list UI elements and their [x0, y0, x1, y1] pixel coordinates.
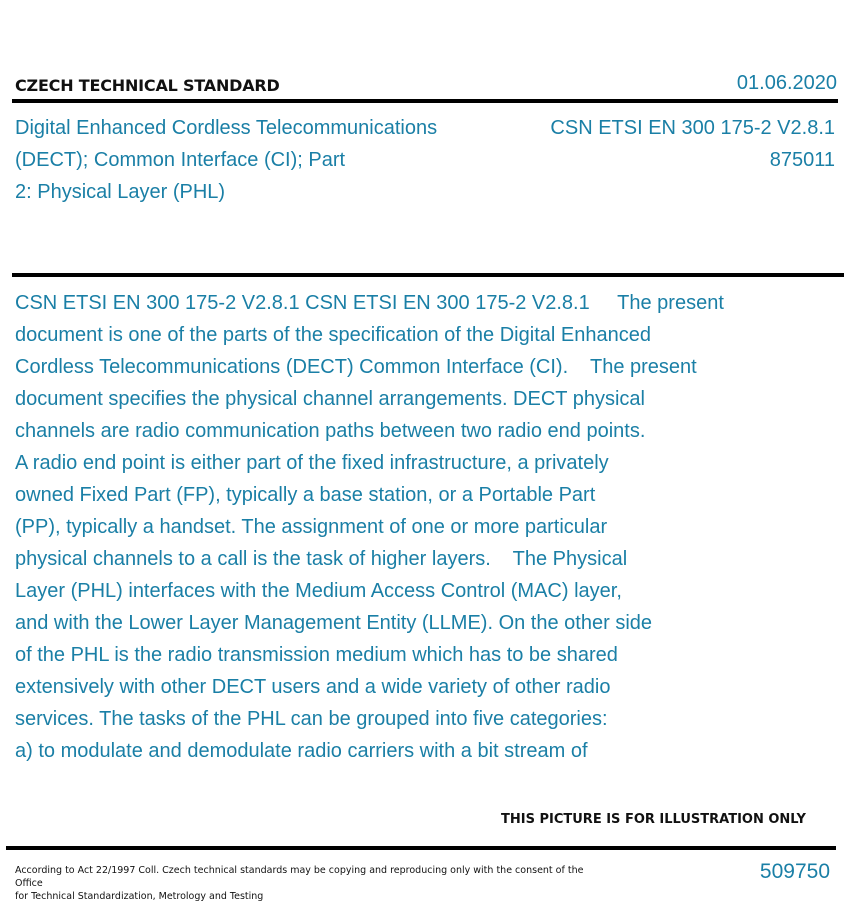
copyright-notice-line: According to Act 22/1997 Coll. Czech technical standards may be copying and reproducing only with the consent of the Office — [15, 865, 584, 889]
document-abstract — [15, 287, 795, 767]
abstract-line: and with the Lower Layer Management Entity (LLME). On the other side — [15, 612, 653, 634]
abstract-line: a) to modulate and demodulate radio carriers with a bit stream of — [15, 740, 588, 762]
abstract-line: owned Fixed Part (FP), typically a base station, or a Portable Part — [15, 484, 596, 506]
document-title-line: Digital Enhanced Cordless Telecommunications — [15, 117, 438, 139]
document-code — [550, 112, 835, 176]
abstract-line: CSN ETSI EN 300 175-2 V2.8.1 CSN ETSI EN 300 175-2 V2.8.1 The present — [15, 292, 724, 314]
abstract-line: extensively with other DECT users and a wide variety of other radio — [15, 676, 611, 698]
catalog-number: 509750 — [759, 860, 830, 883]
publication-date: 01.06.2020 — [736, 72, 837, 94]
copyright-notice — [15, 864, 595, 903]
abstract-line: Layer (PHL) interfaces with the Medium Access Control (MAC) layer, — [15, 580, 622, 602]
abstract-line: physical channels to a call is the task of higher layers. The Physical — [15, 548, 628, 570]
abstract-line: of the PHL is the radio transmission medium which has to be shared — [15, 644, 618, 666]
title-divider — [12, 273, 844, 277]
document-title-line: (DECT); Common Interface (CI); Part — [15, 149, 346, 171]
abstract-line: services. The tasks of the PHL can be grouped into five categories: — [15, 708, 608, 730]
document-title — [15, 112, 485, 208]
header-divider — [12, 99, 838, 103]
abstract-line: document is one of the parts of the specification of the Digital Enhanced — [15, 324, 651, 346]
document-title-line: 2: Physical Layer (PHL) — [15, 181, 226, 203]
illustration-disclaimer: THIS PICTURE IS FOR ILLUSTRATION ONLY — [501, 812, 806, 827]
abstract-line: A radio end point is either part of the fixed infrastructure, a privately — [15, 452, 609, 474]
abstract-line: document specifies the physical channel arrangements. DECT physical — [15, 388, 645, 410]
copyright-notice-line: for Technical Standardization, Metrology and Testing — [15, 891, 264, 902]
abstract-line: Cordless Telecommunications (DECT) Common Interface (CI). The present — [15, 356, 697, 378]
standard-header-title: CZECH TECHNICAL STANDARD — [15, 76, 280, 95]
abstract-line: (PP), typically a handset. The assignment of one or more particular — [15, 516, 608, 538]
classification-number: 875011 — [769, 149, 835, 171]
footer-divider — [6, 846, 836, 850]
standard-designation: CSN ETSI EN 300 175-2 V2.8.1 — [550, 117, 835, 139]
abstract-line: channels are radio communication paths between two radio end points. — [15, 420, 646, 442]
